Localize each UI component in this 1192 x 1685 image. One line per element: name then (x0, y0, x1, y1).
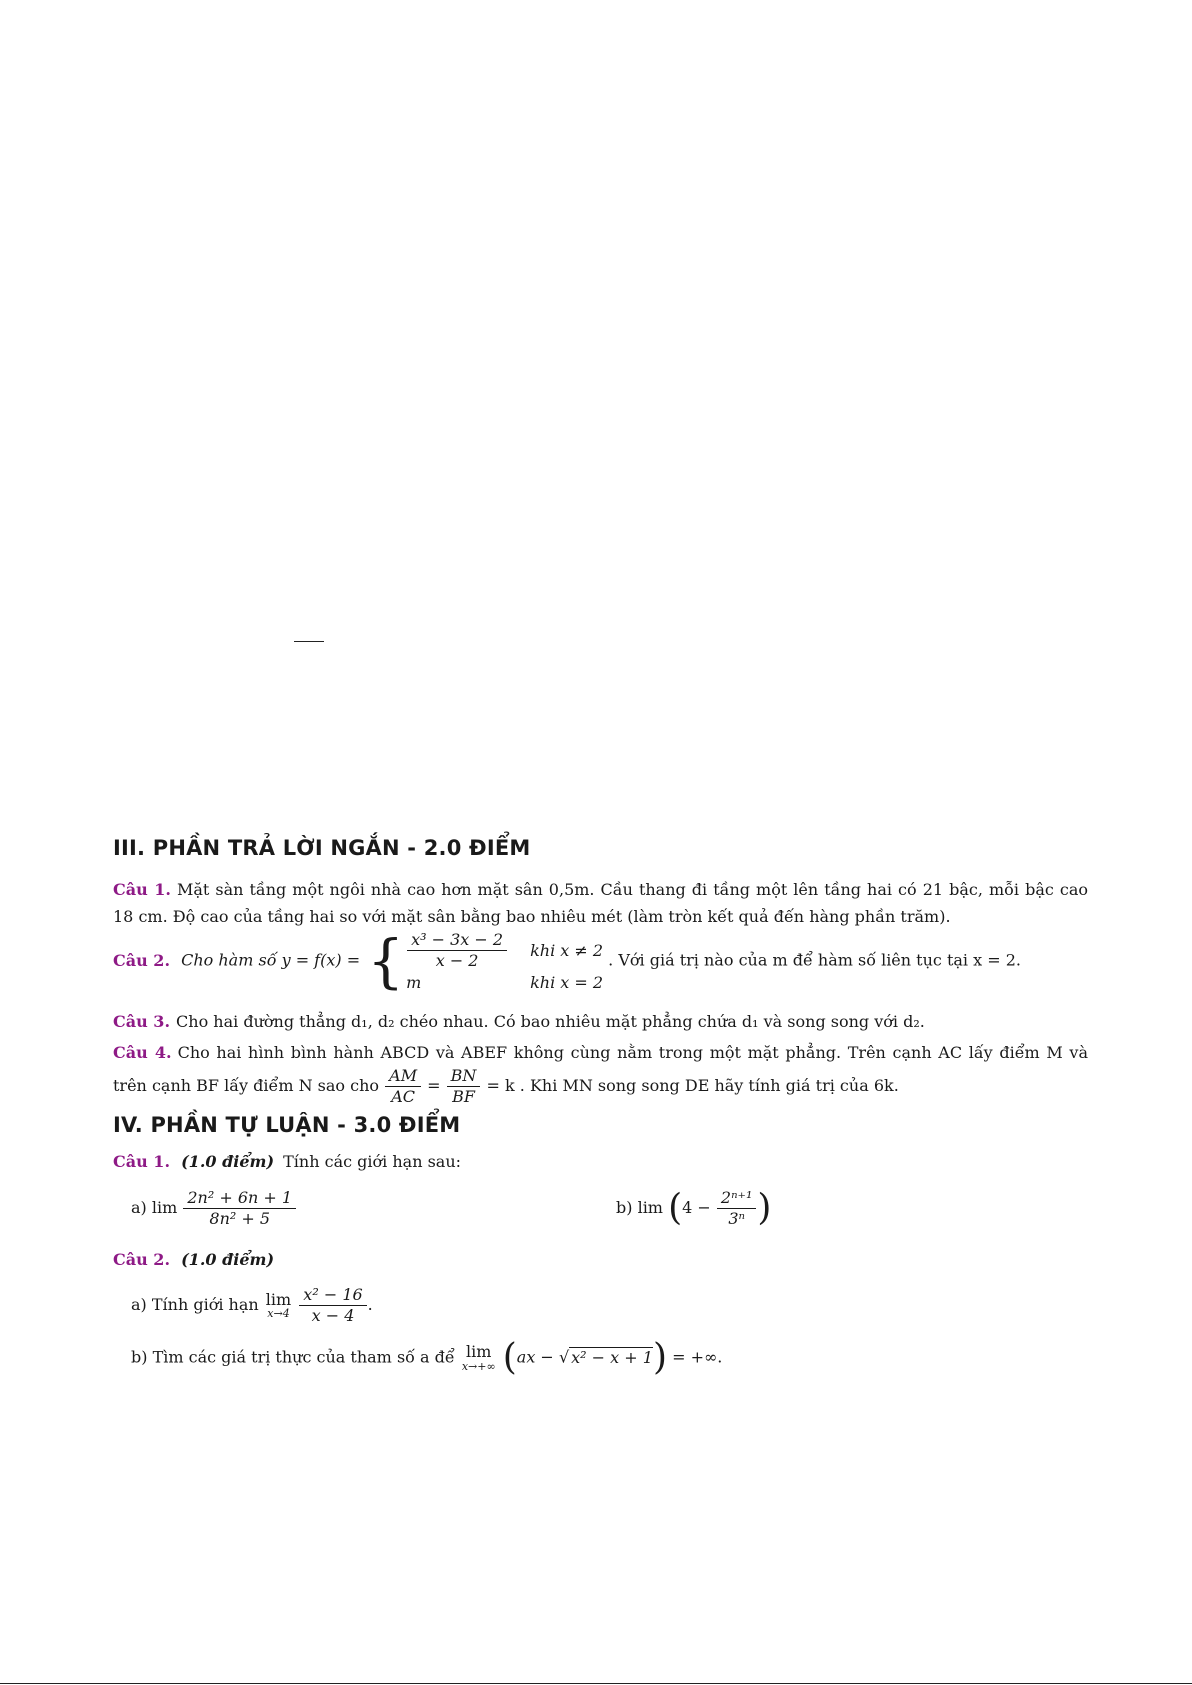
right-paren: ) (757, 1187, 772, 1229)
lim-word: lim (265, 1289, 292, 1309)
question-text-2: = k . Khi MN song song DE hãy tính giá trị của 6k. (486, 1076, 899, 1095)
fraction-denominator: x − 2 (407, 950, 507, 971)
section-4-question-2 (113, 1250, 278, 1269)
left-paren: ( (668, 1187, 683, 1229)
expression-prefix: 4 − (682, 1198, 711, 1217)
section-3-question-1 (113, 876, 1088, 930)
case-2-condition: khi x = 2 (530, 973, 604, 992)
question-points: (1.0 điểm) (181, 1152, 275, 1171)
case-1-condition: khi x ≠ 2 (530, 941, 604, 960)
part-label: b) lim (616, 1198, 663, 1217)
section-3-question-3 (113, 1008, 1088, 1035)
expression-start: ax − (516, 1347, 554, 1367)
short-rule-divider (294, 641, 324, 642)
question-label: Câu 4. (113, 1043, 172, 1062)
section-4-heading: IV. PHẦN TỰ LUẬN - 3.0 ĐIỂM (113, 1113, 461, 1137)
fraction-numerator: 2n² + 6n + 1 (187, 1188, 293, 1207)
question-2-part-a (131, 1285, 373, 1326)
fraction-numerator: AM (389, 1066, 418, 1085)
piecewise-function (365, 927, 604, 995)
fraction-numerator: x² − 16 (303, 1285, 363, 1304)
fraction-numerator: x³ − 3x − 2 (411, 930, 504, 949)
page-bottom-rule (0, 1683, 1192, 1684)
piecewise-cases (406, 930, 603, 992)
question-text: Tính các giới hạn sau: (283, 1152, 462, 1171)
question-label: Câu 2. (113, 950, 171, 970)
part-end: . (367, 1295, 373, 1314)
question-text-1: Cho hai hình bình hành ABCD và ABEF không cùng nằm trong một mặt phẳng. Trên cạnh AC lấy điểm M và trên cạnh BF lấy điểm N sao cho (113, 1043, 1089, 1095)
sqrt-radicand: x² − x + 1 (571, 1347, 653, 1367)
fraction-numerator: BN (450, 1066, 477, 1085)
question-label: Câu 2. (113, 1250, 171, 1269)
question-points: (1.0 điểm) (181, 1250, 275, 1269)
lim-word: lim (466, 1342, 492, 1362)
ratio-am-ac (387, 1066, 419, 1107)
fraction-denominator: x − 4 (299, 1305, 366, 1326)
question-intro: Cho hàm số y = f(x) = (181, 950, 361, 970)
left-paren: ( (502, 1337, 517, 1378)
question-outro: . Với giá trị nào của m để hàm số liên tục tại x = 2. (608, 950, 1021, 970)
limit-part-a (131, 1188, 297, 1229)
limit-part-b (616, 1188, 771, 1229)
question-2-part-b (131, 1337, 723, 1378)
part-text: a) Tính giới hạn (131, 1295, 259, 1314)
section-3-question-4 (113, 1039, 1088, 1107)
fraction-denominator: 3ⁿ (717, 1208, 757, 1229)
section-3-question-2 (113, 927, 1021, 995)
limit-fraction (301, 1285, 364, 1326)
expression-end: = +∞. (672, 1347, 723, 1367)
part-text: b) Tìm các giá trị thực của tham số a để (131, 1347, 455, 1367)
limit-operator (462, 1343, 496, 1373)
fraction-denominator: BF (447, 1086, 481, 1107)
question-label: Câu 1. (113, 880, 171, 899)
case-1-fraction (409, 930, 505, 971)
lim-subscript: x→+∞ (461, 1359, 496, 1373)
fraction-denominator: 8n² + 5 (183, 1208, 296, 1229)
left-brace: { (367, 927, 405, 995)
fraction-denominator: AC (385, 1086, 421, 1107)
question-label: Câu 3. (113, 1012, 171, 1031)
question-label: Câu 1. (113, 1152, 171, 1171)
section-4-question-1 (113, 1152, 461, 1171)
question-text: Mặt sàn tầng một ngôi nhà cao hơn mặt sân 0,5m. Cầu thang đi tầng một lên tầng hai có 21 bậc, mỗi bậc cao 18 cm. Độ cao của tầng hai so với mặt sân bằng bao nhiêu mét (làm tròn kết quả đến hàng phần trăm). (113, 880, 1088, 926)
lim-subscript: x→4 (267, 1307, 290, 1321)
limit-operator (266, 1291, 291, 1321)
section-3-heading: III. PHẦN TRẢ LỜI NGẮN - 2.0 ĐIỂM (113, 836, 531, 860)
fraction-numerator: 2ⁿ⁺¹ (720, 1188, 753, 1207)
limit-fraction (719, 1188, 755, 1229)
right-paren: ) (652, 1337, 667, 1378)
part-label: a) lim (131, 1198, 178, 1217)
case-2-value: m (406, 973, 422, 992)
sqrt-sign: √ (558, 1347, 570, 1367)
ratio-bn-bf (449, 1066, 479, 1107)
limit-fraction (185, 1188, 294, 1229)
equals-sign: = (427, 1076, 441, 1095)
question-text: Cho hai đường thẳng d₁, d₂ chéo nhau. Có bao nhiêu mặt phẳng chứa d₁ và song song với d₂. (176, 1012, 925, 1031)
